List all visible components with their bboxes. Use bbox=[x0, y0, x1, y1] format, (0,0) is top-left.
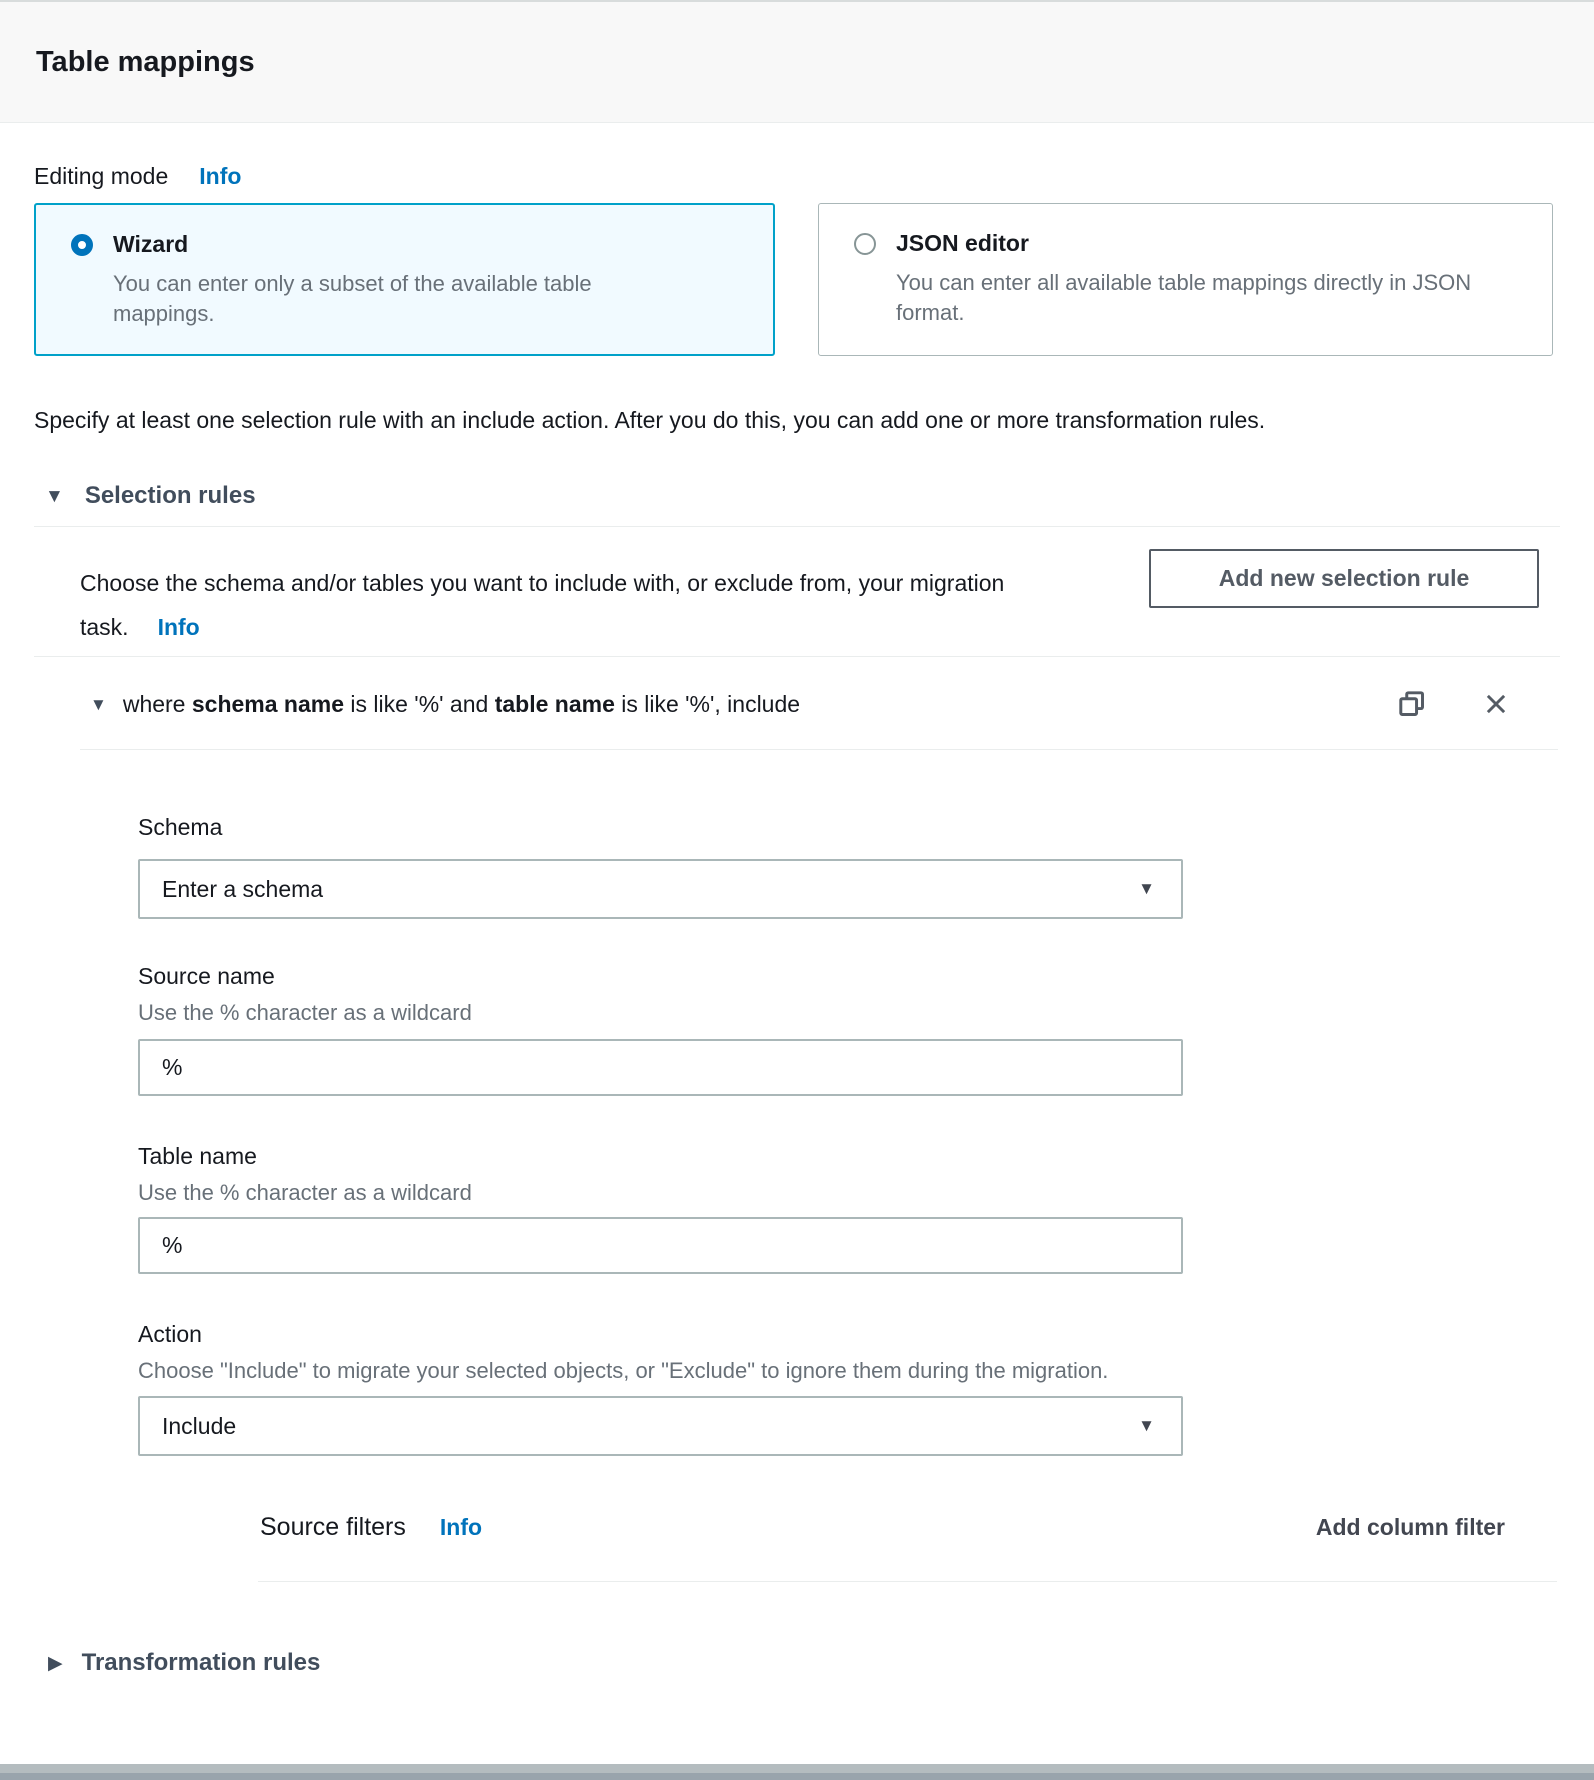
wizard-option-description: You can enter only a subset of the available table mappings. bbox=[113, 271, 592, 326]
table-name-label: Table name bbox=[138, 1143, 257, 1169]
action-hint: Choose "Include" to migrate your selected objects, or "Exclude" to ignore them during the migration. bbox=[138, 1358, 1109, 1383]
json-editor-card-text bbox=[896, 230, 1481, 328]
divider bbox=[34, 656, 1560, 657]
source-filters-info-link[interactable]: Info bbox=[439, 1513, 483, 1540]
table-name-input[interactable] bbox=[138, 1217, 1183, 1274]
chevron-down-icon: ▼ bbox=[45, 485, 64, 507]
chevron-down-icon: ▼ bbox=[90, 694, 107, 714]
rule-actions bbox=[1398, 690, 1510, 718]
source-filters-title: Source filters bbox=[260, 1512, 406, 1541]
divider bbox=[258, 1581, 1557, 1582]
panel-header bbox=[0, 0, 1594, 123]
action-select-value: Include bbox=[162, 1412, 237, 1439]
selection-rules-description-text: Choose the schema and/or tables you want to include with, or exclude from, your migration task. bbox=[80, 570, 1005, 640]
schema-select[interactable] bbox=[138, 859, 1183, 919]
transformation-rules-header[interactable] bbox=[34, 1648, 1560, 1678]
action-label: Action bbox=[138, 1321, 202, 1347]
selection-rules-description bbox=[80, 549, 1120, 649]
editing-mode-row bbox=[34, 163, 1560, 191]
intro-text: Specify at least one selection rule with an include action. After you do this, you can add one or more transformation rules. bbox=[34, 407, 1266, 433]
selection-rule-form bbox=[34, 814, 1560, 1582]
editing-mode-info-link[interactable]: Info bbox=[199, 163, 242, 189]
rule-summary-prefix: where bbox=[122, 690, 192, 717]
source-name-hint: Use the % character as a wildcard bbox=[138, 1000, 472, 1025]
chevron-right-icon: ▶ bbox=[48, 1652, 63, 1674]
duplicate-rule-icon[interactable] bbox=[1398, 690, 1426, 718]
close-icon[interactable] bbox=[1482, 690, 1510, 718]
footer-band bbox=[0, 1773, 1594, 1780]
transformation-rules-title: Transformation rules bbox=[81, 1649, 321, 1676]
wizard-radio-checked-icon[interactable] bbox=[71, 234, 93, 256]
divider bbox=[34, 526, 1560, 527]
footer-band bbox=[0, 1764, 1594, 1773]
action-select[interactable] bbox=[138, 1396, 1183, 1456]
rule-summary-suffix: is like '%', include bbox=[614, 690, 801, 717]
rule-summary-schema-field: schema name bbox=[191, 690, 345, 717]
json-editor-option-card[interactable] bbox=[818, 203, 1553, 356]
add-column-filter-button[interactable]: Add column filter bbox=[1315, 1513, 1505, 1540]
json-editor-radio-unchecked-icon[interactable] bbox=[854, 233, 876, 255]
source-filters-row bbox=[260, 1510, 1505, 1544]
rule-summary-table-field: table name bbox=[494, 690, 615, 717]
chevron-down-icon: ▼ bbox=[1138, 1416, 1155, 1435]
selection-rules-header[interactable] bbox=[34, 480, 1560, 512]
divider bbox=[80, 749, 1558, 750]
wizard-option-card[interactable] bbox=[34, 203, 775, 356]
wizard-card-text bbox=[113, 231, 658, 329]
selection-rules-title: Selection rules bbox=[84, 482, 256, 509]
wizard-option-label: Wizard bbox=[113, 231, 189, 257]
rule-summary-middle: is like '%' and bbox=[344, 690, 495, 717]
chevron-down-icon: ▼ bbox=[1138, 879, 1155, 898]
json-editor-option-label: JSON editor bbox=[896, 230, 1029, 256]
selection-rules-info-link[interactable]: Info bbox=[157, 614, 200, 640]
add-selection-rule-button[interactable]: Add new selection rule bbox=[1149, 549, 1539, 608]
source-name-label: Source name bbox=[138, 963, 275, 989]
json-editor-option-description: You can enter all available table mappings directly in JSON format. bbox=[896, 270, 1472, 325]
selection-rules-toolbar bbox=[34, 549, 1560, 649]
page-title: Table mappings bbox=[36, 45, 255, 78]
editing-mode-label: Editing mode bbox=[34, 163, 169, 189]
table-name-hint: Use the % character as a wildcard bbox=[138, 1180, 472, 1205]
table-mappings-panel bbox=[0, 163, 1594, 1678]
rule-summary-text bbox=[123, 691, 800, 718]
schema-select-value: Enter a schema bbox=[162, 875, 324, 902]
source-name-input[interactable] bbox=[138, 1039, 1183, 1096]
editing-mode-options bbox=[34, 203, 1560, 356]
schema-label: Schema bbox=[138, 814, 223, 840]
selection-rule-summary-row[interactable] bbox=[34, 687, 1560, 721]
